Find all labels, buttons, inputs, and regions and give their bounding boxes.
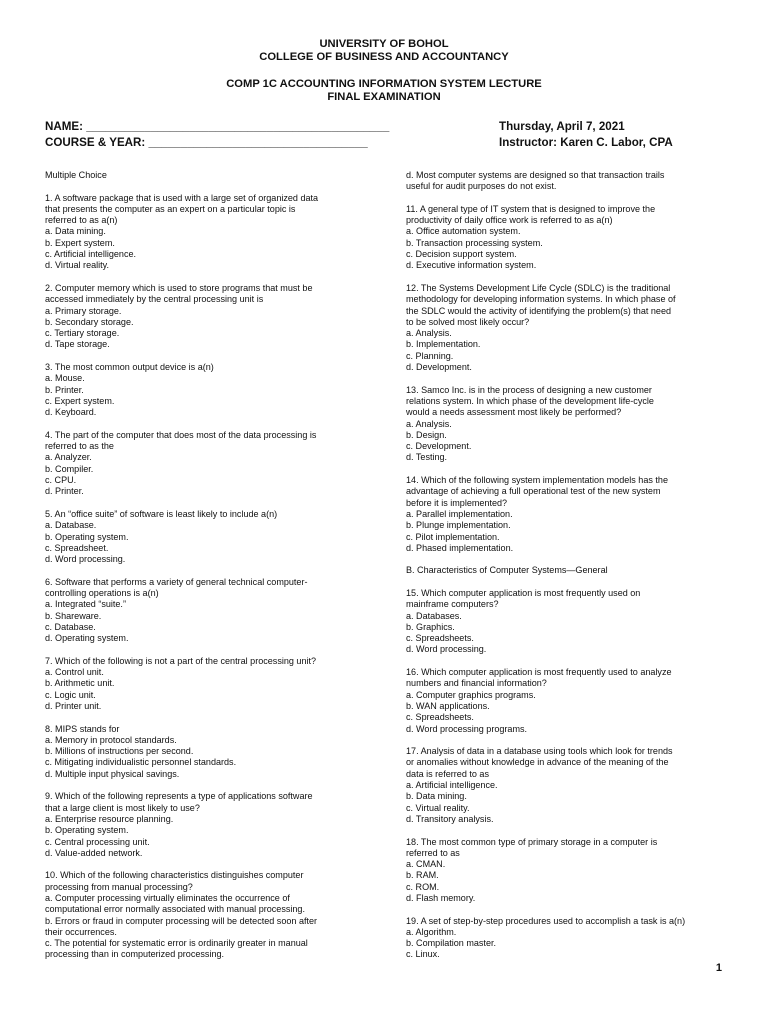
- question-line: 11. A general type of IT system that is designed to improve the: [406, 203, 656, 214]
- question-block: [406, 565, 728, 576]
- question-line: 12. The Systems Development Life Cycle (SDLC) is the traditional: [406, 282, 671, 293]
- question-line: b. Graphics.: [406, 621, 455, 632]
- question-line: b. RAM.: [406, 870, 439, 881]
- question-line: that presents the computer as an expert on a particular topic is: [45, 203, 296, 214]
- question-line: Multiple Choice: [45, 170, 107, 180]
- question-line: b. Secondary storage.: [45, 316, 134, 327]
- question-line: b. Shareware.: [45, 610, 102, 621]
- question-line: a. Analyzer.: [45, 452, 92, 463]
- question-line: referred to as: [406, 847, 460, 858]
- question-line: c. Spreadsheets.: [406, 633, 474, 644]
- question-line: d. Value-added network.: [45, 847, 143, 858]
- question-line: b. Millions of instructions per second.: [45, 746, 194, 757]
- question-line: a. CMAN.: [406, 859, 446, 870]
- question-line: d. Printer.: [45, 486, 84, 497]
- question-line: d. Printer unit.: [45, 700, 102, 711]
- question-line: a. Enterprise resource planning.: [45, 813, 174, 824]
- question-line: useful for audit purposes do not exist.: [406, 181, 557, 192]
- question-line: a. Memory in protocol standards.: [45, 734, 177, 745]
- question-line: controlling operations is a(n): [45, 587, 159, 598]
- question-block: [45, 170, 365, 181]
- question-line: referred to as a(n): [45, 215, 118, 226]
- question-line: 10. Which of the following characteristics distinguishes computer: [45, 870, 304, 881]
- question-line: data is referred to as: [406, 768, 489, 779]
- question-line: d. Testing.: [406, 452, 448, 463]
- question-line: 2. Computer memory which is used to store programs that must be: [45, 282, 313, 293]
- question-line: processing than in computerized processing.: [45, 949, 225, 960]
- question-line: b. Data mining.: [406, 791, 467, 802]
- question-line: b. Implementation.: [406, 339, 481, 350]
- question-line: a. Mouse.: [45, 373, 85, 384]
- question-line: a. Analysis.: [406, 418, 452, 429]
- question-line: 5. An “office suite” of software is least likely to include a(n): [45, 508, 278, 519]
- question-line: d. Tape storage.: [45, 339, 110, 350]
- exam-title: FINAL EXAMINATION: [327, 91, 441, 103]
- question-block: [406, 170, 728, 193]
- question-block: [45, 724, 365, 780]
- question-line: a. Data mining.: [45, 226, 106, 237]
- question-line: d. Word processing.: [406, 644, 487, 655]
- question-line: b. Errors or fraud in computer processing will be detected soon after: [45, 915, 318, 926]
- question-line: c. Planning.: [406, 350, 454, 361]
- question-block: [406, 837, 728, 905]
- name-field: NAME: _______________________________________________: [45, 120, 390, 133]
- question-line: 14. Which of the following system implementation models has the: [406, 475, 668, 486]
- question-line: B. Characteristics of Computer Systems—General: [406, 565, 608, 576]
- question-line: 18. The most common type of primary storage in a computer is: [406, 836, 658, 847]
- question-line: c. Decision support system.: [406, 249, 517, 260]
- question-line: b. Expert system.: [45, 237, 115, 248]
- question-line: c. Tertiary storage.: [45, 328, 120, 339]
- question-line: c. Development.: [406, 441, 472, 452]
- question-line: mainframe computers?: [406, 599, 499, 610]
- question-block: [406, 283, 728, 373]
- question-line: b. Operating system.: [45, 825, 129, 836]
- question-block: [45, 430, 365, 498]
- question-line: 1. A software package that is used with a large set of organized data: [45, 192, 319, 203]
- question-line: computational error normally associated with manual processing.: [45, 904, 305, 915]
- question-block: [45, 193, 365, 272]
- course-year-field: COURSE & YEAR: __________________________________: [45, 136, 368, 149]
- question-block: [45, 870, 365, 960]
- question-line: a. Database.: [45, 520, 97, 531]
- question-line: d. Multiple input physical savings.: [45, 768, 180, 779]
- question-line: d. Operating system.: [45, 633, 129, 644]
- question-line: 16. Which computer application is most frequently used to analyze: [406, 667, 672, 678]
- question-line: a. Artificial intelligence.: [406, 780, 498, 791]
- question-line: b. Compiler.: [45, 463, 94, 474]
- question-line: c. Logic unit.: [45, 689, 96, 700]
- question-line: 4. The part of the computer that does most of the data processing is: [45, 429, 317, 440]
- question-block: [45, 283, 365, 351]
- question-line: b. Transaction processing system.: [406, 237, 543, 248]
- question-block: [45, 509, 365, 565]
- question-line: 9. Which of the following represents a type of applications software: [45, 791, 313, 802]
- question-line: 13. Samco Inc. is in the process of designing a new customer: [406, 384, 652, 395]
- question-line: d. Flash memory.: [406, 893, 476, 903]
- question-line: b. Compilation master.: [406, 938, 497, 949]
- question-line: 19. A set of step-by-step procedures used to accomplish a task is a(n): [406, 915, 686, 926]
- course-title: COMP 1C ACCOUNTING INFORMATION SYSTEM LECTURE: [226, 78, 542, 90]
- question-line: d. Phased implementation.: [406, 542, 514, 553]
- question-line: numbers and financial information?: [406, 678, 547, 689]
- question-line: 6. Software that performs a variety of general technical computer-: [45, 576, 308, 587]
- question-line: c. Spreadsheet.: [45, 542, 109, 553]
- question-line: d. Development.: [406, 362, 472, 373]
- question-line: b. Design.: [406, 429, 447, 440]
- instructor-name: Instructor: Karen C. Labor, CPA: [499, 136, 673, 149]
- question-block: [406, 746, 728, 825]
- question-block: [45, 791, 365, 859]
- question-line: methodology for developing information systems. In which phase of: [406, 294, 676, 305]
- question-line: a. Analysis.: [406, 328, 452, 339]
- question-line: processing from manual processing?: [45, 881, 193, 892]
- question-line: d. Virtual reality.: [45, 260, 110, 271]
- question-block: [406, 588, 728, 656]
- question-line: c. Mitigating individualistic personnel standards.: [45, 757, 237, 768]
- question-line: a. Control unit.: [45, 667, 104, 678]
- question-block: [406, 916, 728, 961]
- question-line: 15. Which computer application is most frequently used on: [406, 587, 641, 598]
- question-line: a. Integrated “suite.”: [45, 599, 126, 610]
- question-line: c. Artificial intelligence.: [45, 249, 137, 260]
- question-line: that a large client is most likely to use?: [45, 802, 200, 813]
- exam-date: Thursday, April 7, 2021: [499, 120, 625, 133]
- question-line: referred to as the: [45, 441, 114, 452]
- question-block: [45, 362, 365, 418]
- question-line: c. Spreadsheets.: [406, 712, 474, 723]
- question-line: d. Word processing.: [45, 554, 126, 565]
- question-line: b. Printer.: [45, 384, 84, 395]
- question-line: their occurrences.: [45, 926, 117, 937]
- question-line: b. WAN applications.: [406, 700, 490, 711]
- question-line: a. Computer processing virtually eliminates the occurrence of: [45, 893, 290, 903]
- question-line: the SDLC would the activity of identifying the problem(s) that need: [406, 305, 672, 316]
- question-block: [406, 475, 728, 554]
- question-line: c. The potential for systematic error is ordinarily greater in manual: [45, 938, 308, 949]
- question-line: 3. The most common output device is a(n): [45, 362, 214, 373]
- question-line: d. Executive information system.: [406, 260, 537, 271]
- question-line: b. Operating system.: [45, 531, 129, 542]
- question-line: would a needs assessment most likely be performed?: [406, 407, 622, 418]
- college-name: COLLEGE OF BUSINESS AND ACCOUNTANCY: [259, 51, 509, 63]
- right-column: [406, 170, 728, 972]
- question-line: b. Arithmetic unit.: [45, 678, 115, 689]
- question-line: advantage of achieving a full operational test of the new system: [406, 486, 661, 497]
- student-info: [45, 119, 723, 151]
- question-line: a. Parallel implementation.: [406, 508, 513, 519]
- question-line: a. Office automation system.: [406, 226, 521, 237]
- question-line: c. Central processing unit.: [45, 836, 150, 847]
- question-line: c. Expert system.: [45, 395, 115, 406]
- question-line: c. CPU.: [45, 475, 77, 486]
- exam-header: [0, 38, 768, 104]
- question-line: d. Keyboard.: [45, 407, 97, 418]
- question-block: [45, 577, 365, 645]
- question-line: 17. Analysis of data in a database using tools which look for trends: [406, 746, 673, 757]
- question-line: d. Transitory analysis.: [406, 813, 494, 824]
- question-line: a. Algorithm.: [406, 926, 457, 937]
- question-line: or anomalies without knowledge in advance of the meaning of the: [406, 757, 669, 768]
- question-block: [406, 667, 728, 735]
- question-line: accessed immediately by the central processing unit is: [45, 294, 264, 305]
- question-block: [406, 204, 728, 272]
- page-number: 1: [715, 962, 722, 974]
- question-block: [45, 656, 365, 712]
- question-line: c. Virtual reality.: [406, 802, 470, 813]
- question-line: to be solved most likely occur?: [406, 316, 530, 327]
- question-line: a. Primary storage.: [45, 305, 122, 316]
- question-line: before it is implemented?: [406, 497, 508, 508]
- question-line: b. Plunge implementation.: [406, 520, 511, 531]
- question-line: d. Word processing programs.: [406, 723, 528, 734]
- question-line: c. Database.: [45, 621, 96, 632]
- question-block: [406, 385, 728, 464]
- question-line: d. Most computer systems are designed so that transaction trails: [406, 170, 665, 180]
- question-line: relations system. In which phase of the development life-cycle: [406, 395, 654, 406]
- question-line: c. Linux.: [406, 949, 440, 960]
- question-line: c. ROM.: [406, 881, 440, 892]
- question-line: a. Computer graphics programs.: [406, 689, 536, 700]
- question-line: 8. MIPS stands for: [45, 723, 120, 734]
- left-column: [45, 170, 365, 972]
- question-line: c. Pilot implementation.: [406, 531, 500, 542]
- question-line: a. Databases.: [406, 610, 462, 621]
- university-name: UNIVERSITY OF BOHOL: [319, 38, 449, 50]
- question-line: 7. Which of the following is not a part of the central processing unit?: [45, 655, 317, 666]
- question-line: productivity of daily office work is referred to as a(n): [406, 215, 613, 226]
